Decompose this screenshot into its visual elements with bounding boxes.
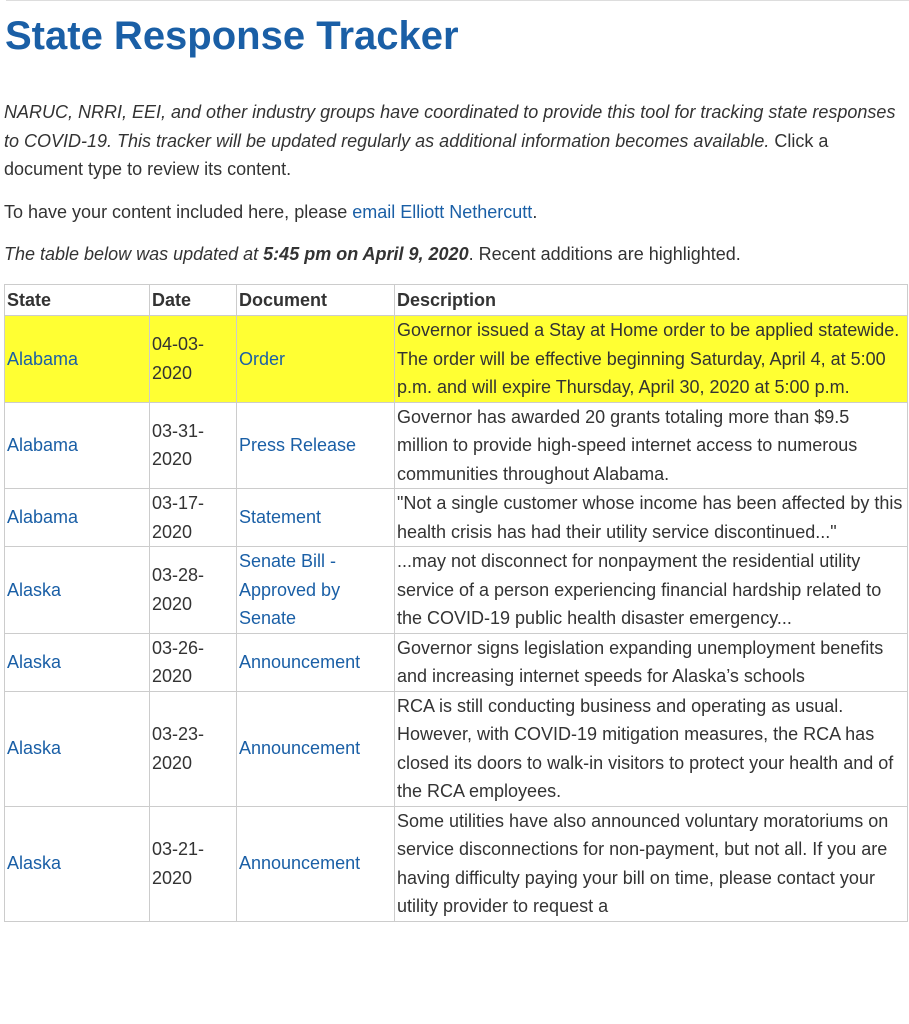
document-cell <box>237 806 395 921</box>
page-title: State Response Tracker <box>5 14 459 58</box>
description-cell: RCA is still conducting business and operating as usual. However, with COVID-19 mitigation measures, the RCA has closed its doors to walk-in visitors to protect your health and of the RCA employees. <box>395 691 908 806</box>
email-contact-link[interactable]: email Elliott Nethercutt <box>352 202 533 222</box>
description-cell: Governor issued a Stay at Home order to be applied statewide. The order will be effective beginning Saturday, April 4, at 5:00 p.m. and will expire Thursday, April 30, 2020 at 5:00 p.m. <box>395 316 908 403</box>
intro-italic-text: NARUC, NRRI, EEI, and other industry groups have coordinated to provide this tool for tracking state responses to COVID-19. This tracker will be updated regularly as additional information becomes available. <box>4 102 896 151</box>
document-cell <box>237 489 395 547</box>
date-cell: 03-28-2020 <box>150 547 237 634</box>
document-cell <box>237 691 395 806</box>
description-cell: Governor signs legislation expanding unemployment benefits and increasing internet speeds for Alaska’s schools <box>395 633 908 691</box>
table-row <box>5 489 908 547</box>
description-cell: ...may not disconnect for nonpayment the residential utility service of a person experiencing financial hardship related to the COVID-19 public health disaster emergency... <box>395 547 908 634</box>
state-link[interactable]: Alabama <box>7 507 79 528</box>
state-cell <box>5 806 150 921</box>
date-cell: 03-31-2020 <box>150 402 237 489</box>
document-cell <box>237 547 395 634</box>
document-link[interactable]: Announcement <box>239 651 361 672</box>
header-state: State <box>5 285 150 316</box>
description-cell: Some utilities have also announced voluntary moratoriums on service disconnections for non-payment, but not all. If you are having difficulty paying your bill on time, please contact your utility provider to request a <box>395 806 908 921</box>
document-cell <box>237 316 395 403</box>
state-link[interactable]: Alabama <box>7 435 79 455</box>
document-link[interactable]: Announcement <box>239 853 361 874</box>
state-cell <box>5 633 150 691</box>
state-link[interactable]: Alaska <box>7 738 62 759</box>
intro-plain-text: Click a document type to review its content. <box>4 130 829 179</box>
document-cell <box>237 402 395 489</box>
state-cell <box>5 691 150 806</box>
updated-suffix: . Recent additions are highlighted. <box>468 244 741 264</box>
intro-paragraph <box>4 98 904 184</box>
table-row <box>5 691 908 806</box>
header-description: Description <box>395 285 908 316</box>
state-cell <box>5 489 150 547</box>
date-cell: 03-17-2020 <box>150 489 237 547</box>
document-link[interactable]: Announcement <box>239 738 361 759</box>
date-cell: 03-21-2020 <box>150 806 237 921</box>
contact-suffix: . <box>532 202 538 222</box>
state-link[interactable]: Alaska <box>7 579 62 600</box>
date-cell: 03-23-2020 <box>150 691 237 806</box>
state-link[interactable]: Alabama <box>7 348 79 369</box>
document-link[interactable]: Order <box>239 348 286 369</box>
updated-paragraph <box>4 240 741 268</box>
header-document: Document <box>237 285 395 316</box>
table-row <box>5 806 908 921</box>
date-cell: 03-26-2020 <box>150 633 237 691</box>
state-cell <box>5 547 150 634</box>
table-header-row <box>5 285 908 316</box>
document-cell <box>237 633 395 691</box>
document-link[interactable]: Press Release <box>239 435 357 455</box>
top-divider <box>6 0 909 1</box>
state-link[interactable]: Alaska <box>7 853 62 874</box>
updated-time: 5:45 pm on April 9, 2020 <box>263 244 469 264</box>
state-response-table <box>4 284 908 922</box>
description-cell: "Not a single customer whose income has been affected by this health crisis has had their utility service discontinued..." <box>395 489 908 547</box>
date-cell: 04-03-2020 <box>150 316 237 403</box>
state-cell <box>5 316 150 403</box>
contact-prefix: To have your content included here, please <box>4 202 353 222</box>
contact-paragraph <box>4 198 537 226</box>
description-cell: Governor has awarded 20 grants totaling more than $9.5 million to provide high-speed internet access to numerous communities throughout Alabama. <box>395 402 908 489</box>
table-row <box>5 402 908 489</box>
document-link[interactable]: Senate Bill - Approved by Senate <box>239 551 341 628</box>
table-row <box>5 547 908 634</box>
document-link[interactable]: Statement <box>239 507 322 528</box>
state-link[interactable]: Alaska <box>7 651 62 672</box>
table-row <box>5 316 908 403</box>
updated-prefix: The table below was updated at <box>4 244 264 264</box>
state-cell <box>5 402 150 489</box>
table-row <box>5 633 908 691</box>
header-date: Date <box>150 285 237 316</box>
